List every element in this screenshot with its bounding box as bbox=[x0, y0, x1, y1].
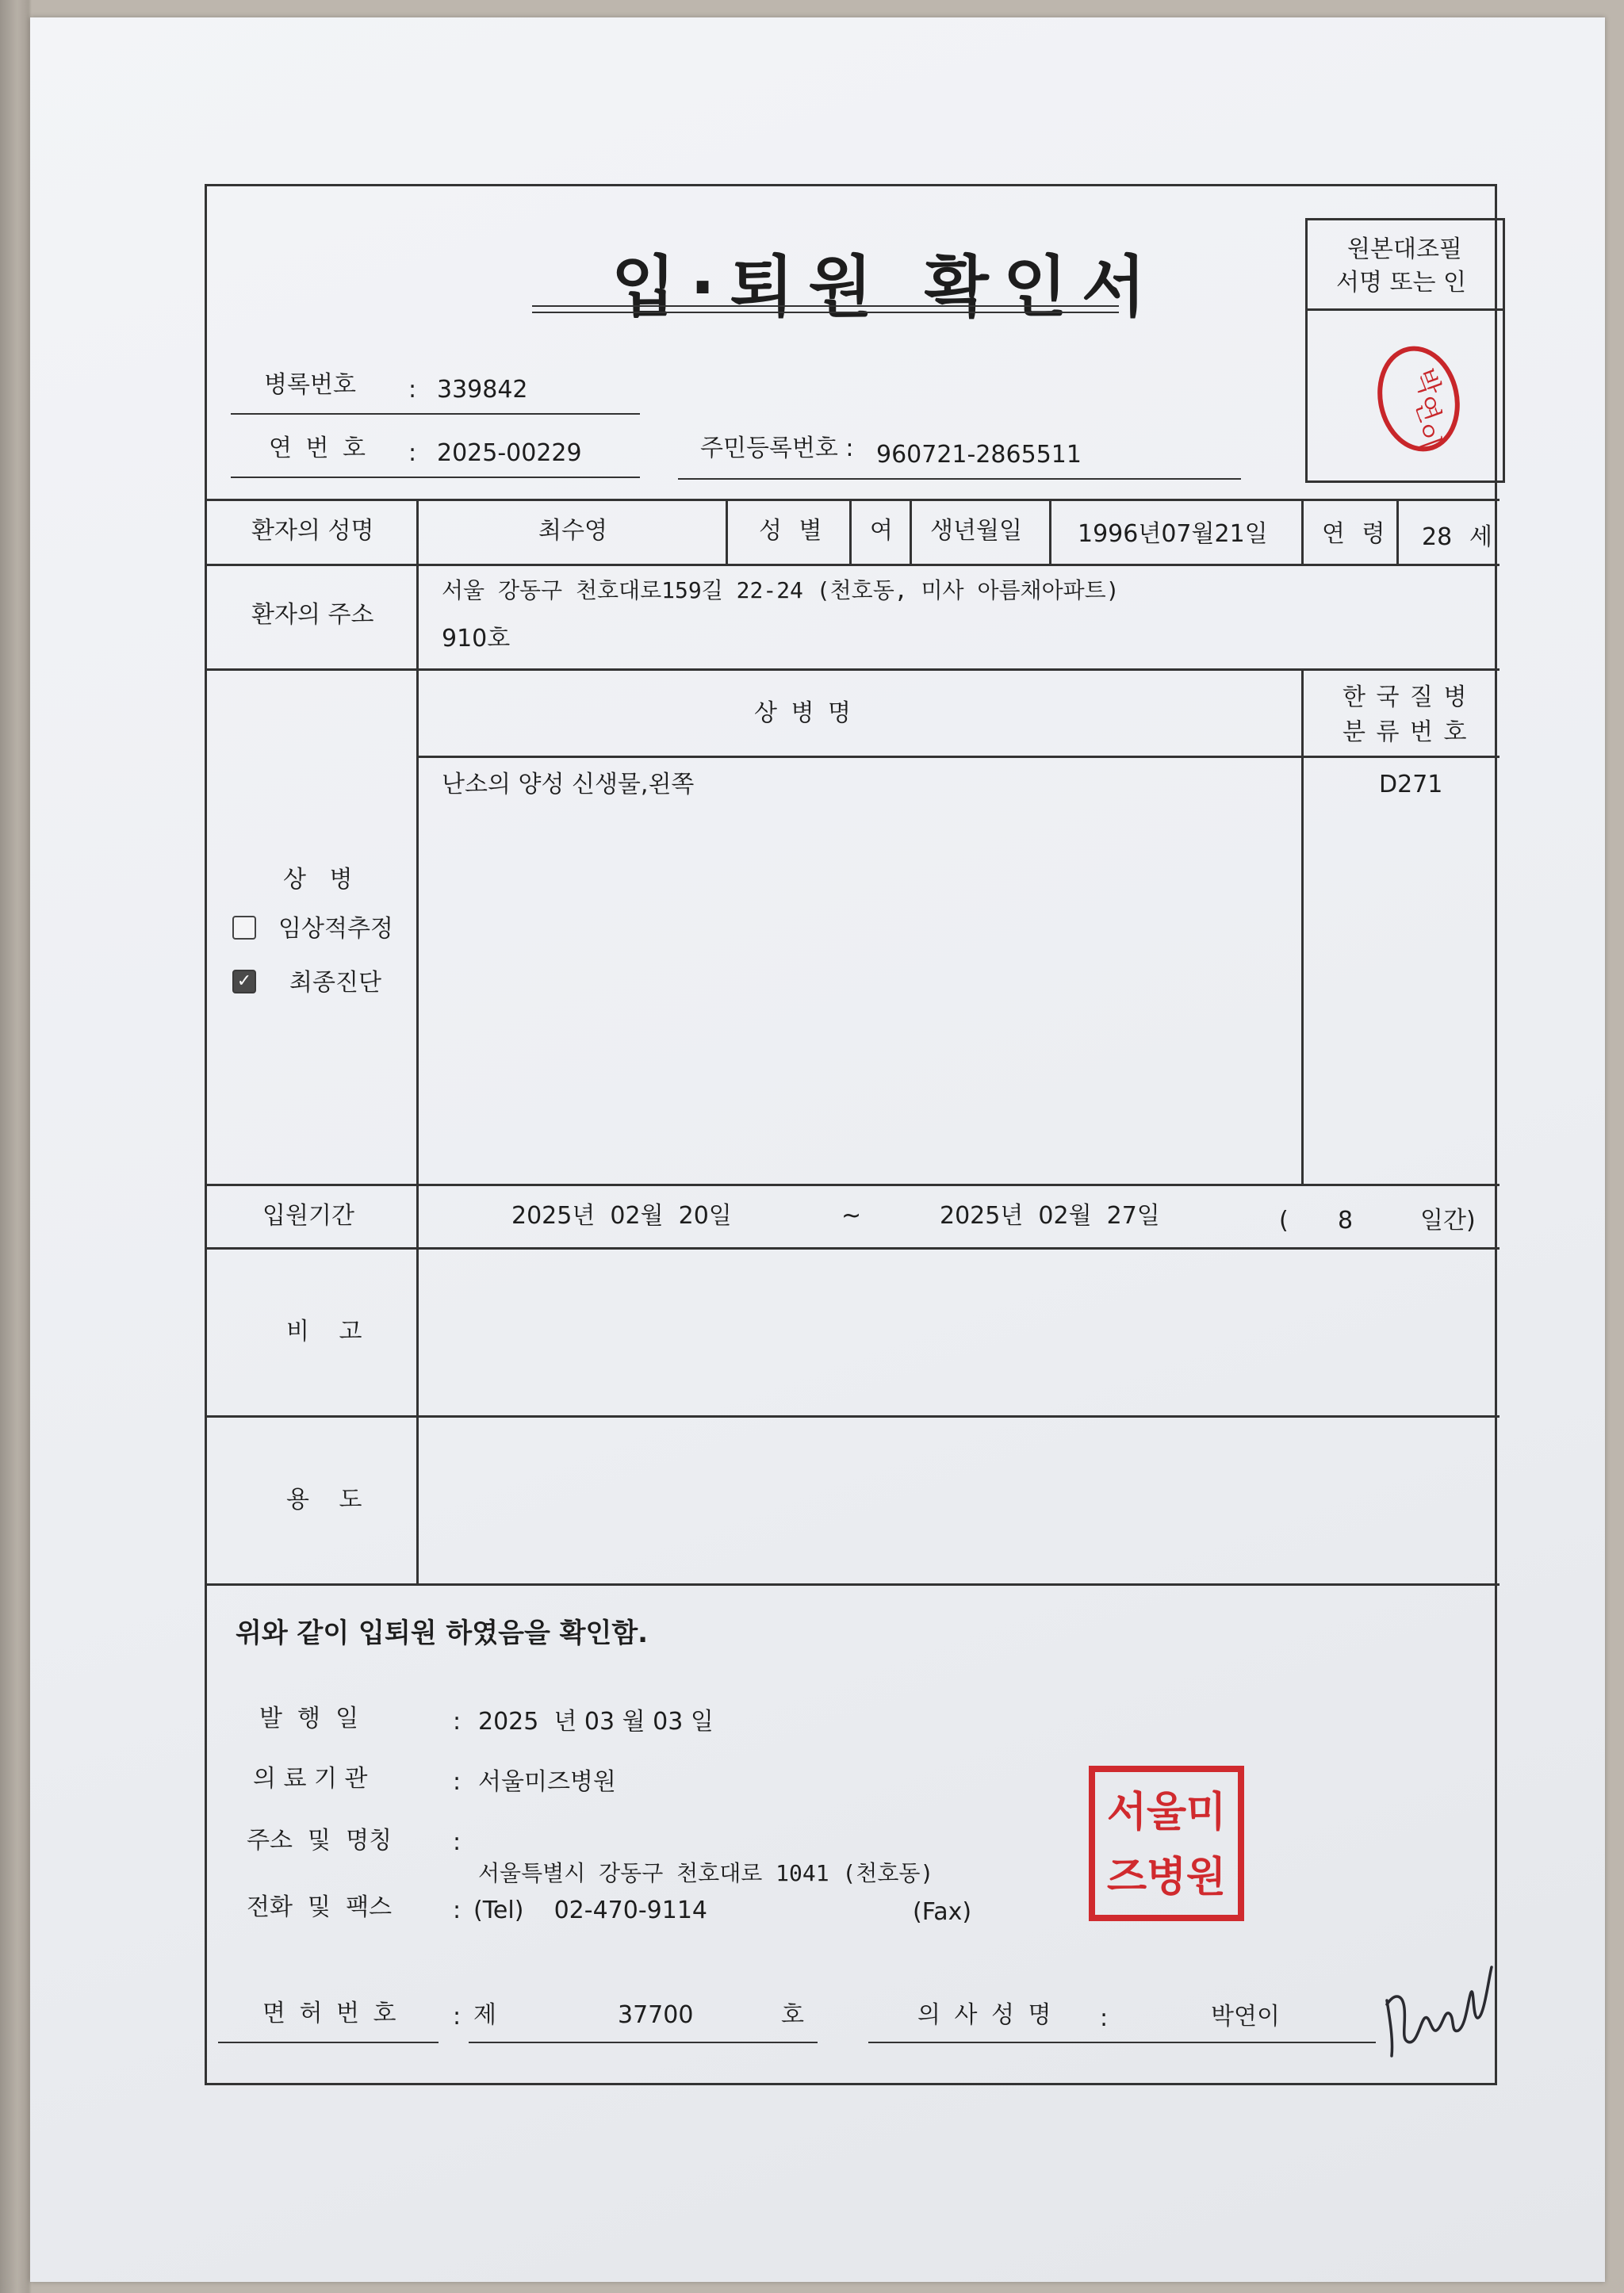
svg-text:연: 연 bbox=[1407, 391, 1446, 427]
address-line1: 서울 강동구 천호대로159길 22-24 (천호동, 미사 아름채아파트) bbox=[442, 577, 1120, 603]
svg-text:이: 이 bbox=[1407, 418, 1446, 454]
diagnosis-name-header: 상 병 명 bbox=[754, 699, 855, 727]
seal-box-line1: 원본대조필 bbox=[1347, 235, 1462, 263]
final-diagnosis-checkbox[interactable]: ✓ bbox=[232, 970, 256, 993]
age-label: 연 령 bbox=[1322, 520, 1390, 548]
license-prefix: 제 bbox=[473, 2001, 496, 2029]
age-unit: 세 bbox=[1469, 523, 1492, 551]
doctor-name-colon: : bbox=[1100, 2004, 1109, 2032]
disease-code: D271 bbox=[1379, 771, 1443, 798]
diagnosis-name: 난소의 양성 신생물,왼쪽 bbox=[442, 771, 695, 798]
admission-discharge-form bbox=[205, 184, 1497, 2085]
issue-date-label: 발 행 일 bbox=[259, 1705, 359, 1732]
license-label: 면 허 번 호 bbox=[262, 2000, 400, 2027]
patient-name-label: 환자의 성명 bbox=[251, 517, 374, 545]
contact-colon: : bbox=[453, 1897, 462, 1924]
age-value: 28 bbox=[1422, 523, 1453, 551]
sex-label: 성 별 bbox=[759, 517, 827, 545]
svg-text:미: 미 bbox=[1185, 1789, 1227, 1836]
doctor-name: 박연이 bbox=[1211, 2003, 1280, 2031]
stay-days: 8 bbox=[1338, 1207, 1354, 1235]
title-underline bbox=[532, 312, 1119, 313]
record-no-colon: : bbox=[408, 376, 417, 404]
stay-tilde: ~ bbox=[841, 1202, 862, 1230]
clinical-estimate-label: 임상적추정 bbox=[278, 915, 393, 943]
license-number: 37700 bbox=[618, 2001, 694, 2029]
stay-from: 2025년 02월 20일 bbox=[511, 1202, 732, 1230]
personal-seal-stamp bbox=[1371, 339, 1466, 458]
issue-date-value: 2025 년 03 월 03 일 bbox=[478, 1708, 714, 1736]
institution-colon: : bbox=[453, 1768, 462, 1796]
hospital-seal-stamp bbox=[1087, 1764, 1246, 1923]
seal-box-line2: 서명 또는 인 bbox=[1336, 269, 1466, 297]
license-colon: : bbox=[453, 2003, 462, 2031]
original-verification-box bbox=[1305, 218, 1505, 483]
confirmation-statement: 위와 같이 입퇴원 하였음을 확인함. bbox=[236, 1617, 649, 1649]
svg-text:원: 원 bbox=[1185, 1854, 1227, 1901]
svg-text:울: 울 bbox=[1146, 1789, 1187, 1836]
rrn-label: 주민등록번호 : bbox=[700, 434, 854, 462]
doctor-name-label: 의 사 성 명 bbox=[917, 2001, 1055, 2029]
document-title: 입·퇴원 확인서 bbox=[611, 248, 1161, 326]
stay-period-label: 입원기간 bbox=[262, 1202, 354, 1230]
tel-value: (Tel) 02-470-9114 bbox=[473, 1897, 708, 1924]
serial-no-label: 연 번 호 bbox=[269, 434, 370, 462]
svg-text:즈: 즈 bbox=[1106, 1854, 1147, 1901]
svg-text:박: 박 bbox=[1407, 364, 1446, 400]
remarks-label: 비 고 bbox=[286, 1318, 373, 1346]
address-name-colon: : bbox=[453, 1828, 462, 1856]
address-line2: 910호 bbox=[442, 625, 511, 653]
record-no-label: 병록번호 bbox=[264, 371, 356, 399]
institution-value: 서울미즈병원 bbox=[478, 1768, 616, 1796]
disease-code-header-2: 분 류 번 호 bbox=[1342, 718, 1469, 746]
doctor-signature bbox=[1373, 1945, 1500, 2064]
sex-value: 여 bbox=[870, 517, 893, 545]
serial-no-value: 2025-00229 bbox=[437, 439, 582, 467]
clinical-estimate-checkbox[interactable] bbox=[232, 916, 256, 940]
license-suffix: 호 bbox=[781, 2001, 804, 2029]
dob-label: 생년월일 bbox=[930, 517, 1022, 545]
purpose-label: 용 도 bbox=[286, 1486, 373, 1514]
title-underline bbox=[532, 305, 1119, 307]
dob-value: 1996년07월21일 bbox=[1078, 520, 1268, 548]
rrn-value: 960721-2865511 bbox=[876, 441, 1082, 469]
fax-label: (Fax) bbox=[913, 1898, 972, 1926]
paper-sheet bbox=[30, 17, 1605, 2282]
diagnosis-section-label: 상 병 bbox=[283, 866, 361, 894]
svg-text:서: 서 bbox=[1106, 1789, 1147, 1836]
issue-date-colon: : bbox=[453, 1708, 462, 1736]
stay-days-unit: 일간) bbox=[1420, 1207, 1476, 1235]
stay-open-paren: ( bbox=[1279, 1207, 1289, 1235]
serial-no-colon: : bbox=[408, 439, 417, 467]
stay-to: 2025년 02월 27일 bbox=[940, 1202, 1160, 1230]
patient-name: 최수영 bbox=[538, 517, 607, 545]
address-name-label: 주소 및 명칭 bbox=[247, 1827, 393, 1855]
contact-label: 전화 및 팩스 bbox=[247, 1893, 393, 1921]
record-no-value: 339842 bbox=[437, 376, 528, 404]
svg-text:병: 병 bbox=[1146, 1854, 1187, 1901]
disease-code-header-1: 한 국 질 병 bbox=[1342, 683, 1469, 711]
address-label: 환자의 주소 bbox=[251, 601, 374, 629]
institution-label: 의 료 기 관 bbox=[253, 1765, 368, 1793]
final-diagnosis-label: 최종진단 bbox=[289, 969, 381, 997]
hospital-address-value: 서울특별시 강동구 천호대로 1041 (천호동) bbox=[478, 1860, 934, 1886]
